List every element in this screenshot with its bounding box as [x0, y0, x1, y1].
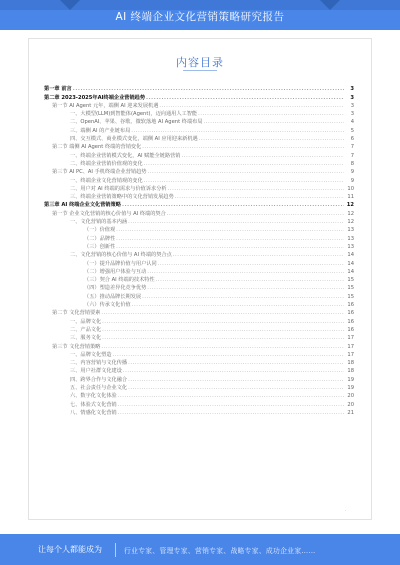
toc-page-number: 16 [347, 310, 354, 317]
toc-leader-dots [142, 144, 344, 150]
toc-page-number: 6 [350, 136, 354, 143]
toc-entry[interactable] [44, 383, 354, 391]
toc-entry[interactable] [44, 399, 354, 407]
toc-leader-dots [147, 285, 344, 291]
toc-page-number: 16 [347, 302, 354, 309]
toc-page-number: 5 [350, 127, 354, 134]
toc-entry-text: 二、产品文化 [70, 326, 102, 333]
toc-leader-dots [142, 294, 344, 300]
toc-entry-text: 三、终端企业营销策略中的文化营销发展趋势 [70, 194, 174, 201]
toc-leader-dots [167, 211, 344, 217]
toc-page-number: 19 [347, 376, 354, 383]
toc-entry[interactable] [44, 341, 354, 349]
toc-page-number: 13 [347, 227, 354, 234]
toc-leader-dots [168, 186, 344, 192]
toc-page-number: 12 [347, 219, 354, 226]
toc-page-number: 14 [347, 268, 354, 275]
toc-page-number: 21 [347, 409, 354, 416]
toc-leader-dots [173, 252, 344, 258]
toc-entry[interactable] [44, 350, 354, 358]
toc-entry[interactable] [44, 267, 354, 275]
toc-page-number: 9 [350, 177, 354, 184]
toc-entry-text: 四、跨界合作与文化融合 [70, 376, 128, 383]
toc-entry-text: 第一章 前言 [44, 86, 72, 93]
toc-page-number: 18 [347, 360, 354, 367]
toc-entry-text: 第三节 AI PC、AI 手机终端企业营销趋势 [52, 169, 147, 176]
toc-leader-dots [198, 111, 344, 117]
toc-entry[interactable] [44, 109, 354, 117]
toc-title-underline [183, 70, 217, 71]
toc-entry-text: 一、文化营销的基本内涵 [70, 219, 128, 226]
toc-entry[interactable] [44, 134, 354, 142]
toc-entry[interactable] [44, 258, 354, 266]
toc-page-number: 13 [347, 243, 354, 250]
toc-page-number: 4 [350, 119, 354, 126]
toc-leader-dots [102, 327, 344, 333]
toc-page-number: 3 [350, 102, 354, 109]
toc-entry-text: （二）增强用户体验与互动 [84, 268, 147, 275]
toc-entry-text: 八、情感化文化营销 [70, 409, 117, 416]
toc-entry[interactable] [44, 408, 354, 416]
toc-leader-dots [116, 244, 344, 250]
toc-entry-text: （五）推动品牌长期发展 [84, 293, 142, 300]
toc-entry-text: 二、文化营销的核心价值与 AI 终端的契合点 [70, 252, 172, 259]
toc-leader-dots [118, 410, 344, 416]
toc-page-number: 3 [350, 86, 354, 93]
toc-leader-dots [147, 169, 344, 175]
toc-entry-text: 七、体验式文化营销 [70, 401, 117, 408]
toc-entry[interactable] [44, 92, 354, 100]
toc-leader-dots [101, 310, 344, 316]
toc-entry[interactable] [44, 333, 354, 341]
toc-page-number: 13 [347, 235, 354, 242]
toc-leader-dots [122, 202, 344, 208]
toc-leader-dots [128, 377, 344, 383]
footer-divider [115, 543, 116, 557]
footer-roles: 行业专家、管理专家、营销专家、战略专家、成功企业家…… [124, 547, 316, 555]
footer-banner [0, 534, 400, 565]
toc-entry[interactable] [44, 225, 354, 233]
toc-entry[interactable] [44, 175, 354, 183]
toc-leader-dots [204, 119, 344, 125]
toc-page-number: 7 [350, 144, 354, 151]
toc-entry-text: 二、用户对 AI 终端的需求与价值诉求分析 [70, 185, 167, 192]
toc-leader-dots [159, 103, 344, 109]
toc-entry[interactable] [44, 101, 354, 109]
toc-entry[interactable] [44, 84, 354, 92]
table-of-contents [44, 84, 354, 416]
toc-page-number: 14 [347, 260, 354, 267]
toc-entry-text: 一、终端企业营销模式变化，AI 赋能全链路营销 [70, 152, 181, 159]
header-banner [0, 0, 400, 30]
toc-leader-dots [116, 236, 344, 242]
toc-entry[interactable] [44, 184, 354, 192]
toc-entry-text: 第一节 企业文化营销的核心价值与 AI 终端的契合 [52, 210, 166, 217]
toc-entry[interactable] [44, 125, 354, 133]
toc-page-number: 18 [347, 368, 354, 375]
toc-entry-text: （三）契合 AI 终端的技术特性 [84, 277, 155, 284]
toc-entry-text: （二）品牌性 [84, 235, 116, 242]
toc-leader-dots [123, 368, 344, 374]
toc-entry[interactable] [44, 283, 354, 291]
toc-page-number: 9 [350, 169, 354, 176]
toc-page-number: 16 [347, 326, 354, 333]
toc-entry[interactable] [44, 117, 354, 125]
toc-leader-dots [199, 136, 344, 142]
toc-leader-dots [102, 319, 344, 325]
toc-entry-text: 一、终端企业文化营销观的变化 [70, 177, 143, 184]
toc-page-number: 3 [350, 111, 354, 118]
toc-entry[interactable] [44, 159, 354, 167]
toc-entry[interactable] [44, 233, 354, 241]
toc-leader-dots [181, 153, 344, 159]
toc-entry-text: 第二节 文化营销要素 [52, 310, 101, 317]
toc-page-number: 7 [350, 152, 354, 159]
toc-entry-text: （三）创新性 [84, 243, 116, 250]
toc-page-number: 11 [347, 194, 354, 201]
toc-page-number: 12 [346, 202, 354, 209]
toc-entry-text: 六、数字化文化体验 [70, 393, 117, 400]
toc-entry[interactable] [44, 300, 354, 308]
toc-entry[interactable] [44, 316, 354, 324]
toc-entry-text: 第二章 2023-2025年AI终端企业营销趋势 [44, 94, 146, 101]
toc-leader-dots [156, 277, 344, 283]
toc-title: 内容目录 [176, 56, 224, 69]
toc-entry[interactable] [44, 200, 354, 208]
toc-leader-dots [158, 261, 344, 267]
toc-page-number: 12 [347, 210, 354, 217]
toc-page-number: 8 [350, 160, 354, 167]
toc-leader-dots [128, 360, 344, 366]
toc-entry-text: （四）塑造差异化竞争优势 [84, 285, 147, 292]
toc-leader-dots [144, 178, 344, 184]
toc-entry[interactable] [44, 250, 354, 258]
toc-page-number: 15 [347, 277, 354, 284]
toc-entry[interactable] [44, 358, 354, 366]
footer-slogan: 让每个人都能成为 [38, 545, 102, 554]
toc-entry[interactable] [44, 325, 354, 333]
toc-leader-dots [73, 86, 344, 92]
toc-entry[interactable] [44, 150, 354, 158]
toc-entry-text: 第一节 AI Agent 元年，端侧 AI 迎来发展机遇 [52, 102, 159, 109]
toc-entry[interactable] [44, 391, 354, 399]
toc-entry[interactable] [44, 217, 354, 225]
toc-entry-text: 一、品牌文化塑造 [70, 351, 112, 358]
toc-entry-text: 四、交互模式、商业模式变化，端侧 AI 应用迎来新机遇 [70, 136, 198, 143]
toc-entry-text: 三、端侧 AI 的产业链布局 [70, 127, 131, 134]
toc-leader-dots [175, 194, 344, 200]
toc-entry[interactable] [44, 291, 354, 299]
toc-page-number: 17 [347, 351, 354, 358]
toc-page-number: 15 [347, 293, 354, 300]
toc-page-number: 17 [347, 335, 354, 342]
page-marker: · [345, 508, 347, 513]
toc-leader-dots [132, 302, 344, 308]
toc-entry-text: 二、内容营销与文化传播 [70, 360, 128, 367]
toc-page-number: 10 [347, 185, 354, 192]
toc-entry-text: （一）价值观 [84, 227, 116, 234]
toc-page-number: 17 [347, 343, 354, 350]
toc-entry-text: （一）提升品牌价值与用户认同 [84, 260, 157, 267]
toc-entry-text: 二、OpenAI、苹果、谷歌、微软落地 AI Agent 终端布局 [70, 119, 203, 126]
toc-page-number: 20 [347, 401, 354, 408]
toc-entry[interactable] [44, 167, 354, 175]
toc-entry-text: 三、服务文化 [70, 335, 102, 342]
toc-entry-text: 五、社会责任与企业文化 [70, 384, 128, 391]
toc-entry-text: （六）传承文化价值 [84, 302, 131, 309]
toc-entry[interactable] [44, 275, 354, 283]
toc-leader-dots [128, 219, 344, 225]
toc-leader-dots [128, 385, 344, 391]
toc-page-number: 14 [347, 252, 354, 259]
toc-entry[interactable] [44, 242, 354, 250]
toc-entry[interactable] [44, 366, 354, 374]
toc-leader-dots [118, 393, 344, 399]
toc-leader-dots [118, 402, 344, 408]
toc-leader-dots [144, 161, 344, 167]
toc-leader-dots [147, 269, 344, 275]
toc-page-number: 20 [347, 393, 354, 400]
toc-page-number: 19 [347, 384, 354, 391]
toc-entry-text: 第三章 AI 终端企业文化营销策略 [44, 202, 121, 209]
toc-leader-dots [113, 352, 344, 358]
toc-entry-text: 第二节 端侧 AI Agent 终端的营销变化 [52, 144, 142, 151]
toc-entry[interactable] [44, 374, 354, 382]
toc-entry-text: 第三节 文化营销策略 [52, 343, 101, 350]
toc-entry-text: 二、终端企业营销价值观的变化 [70, 160, 143, 167]
toc-entry[interactable] [44, 192, 354, 200]
toc-page-number: 3 [350, 94, 354, 101]
toc-entry-text: 一、品牌文化 [70, 318, 102, 325]
toc-leader-dots [131, 128, 344, 134]
toc-entry-text: 一、大模型(LLM)到智能体(Agent)，迈向通用人工智能 [70, 111, 198, 118]
report-title: AI 终端企业文化营销策略研究报告 [115, 11, 285, 23]
toc-leader-dots [116, 227, 344, 233]
toc-entry[interactable] [44, 308, 354, 316]
toc-page-number: 16 [347, 318, 354, 325]
toc-entry[interactable] [44, 142, 354, 150]
toc-leader-dots [146, 95, 344, 101]
toc-page-number: 15 [347, 285, 354, 292]
toc-entry[interactable] [44, 208, 354, 216]
toc-entry-text: 三、用户社群文化建设 [70, 368, 122, 375]
toc-leader-dots [102, 335, 344, 341]
toc-leader-dots [101, 344, 344, 350]
